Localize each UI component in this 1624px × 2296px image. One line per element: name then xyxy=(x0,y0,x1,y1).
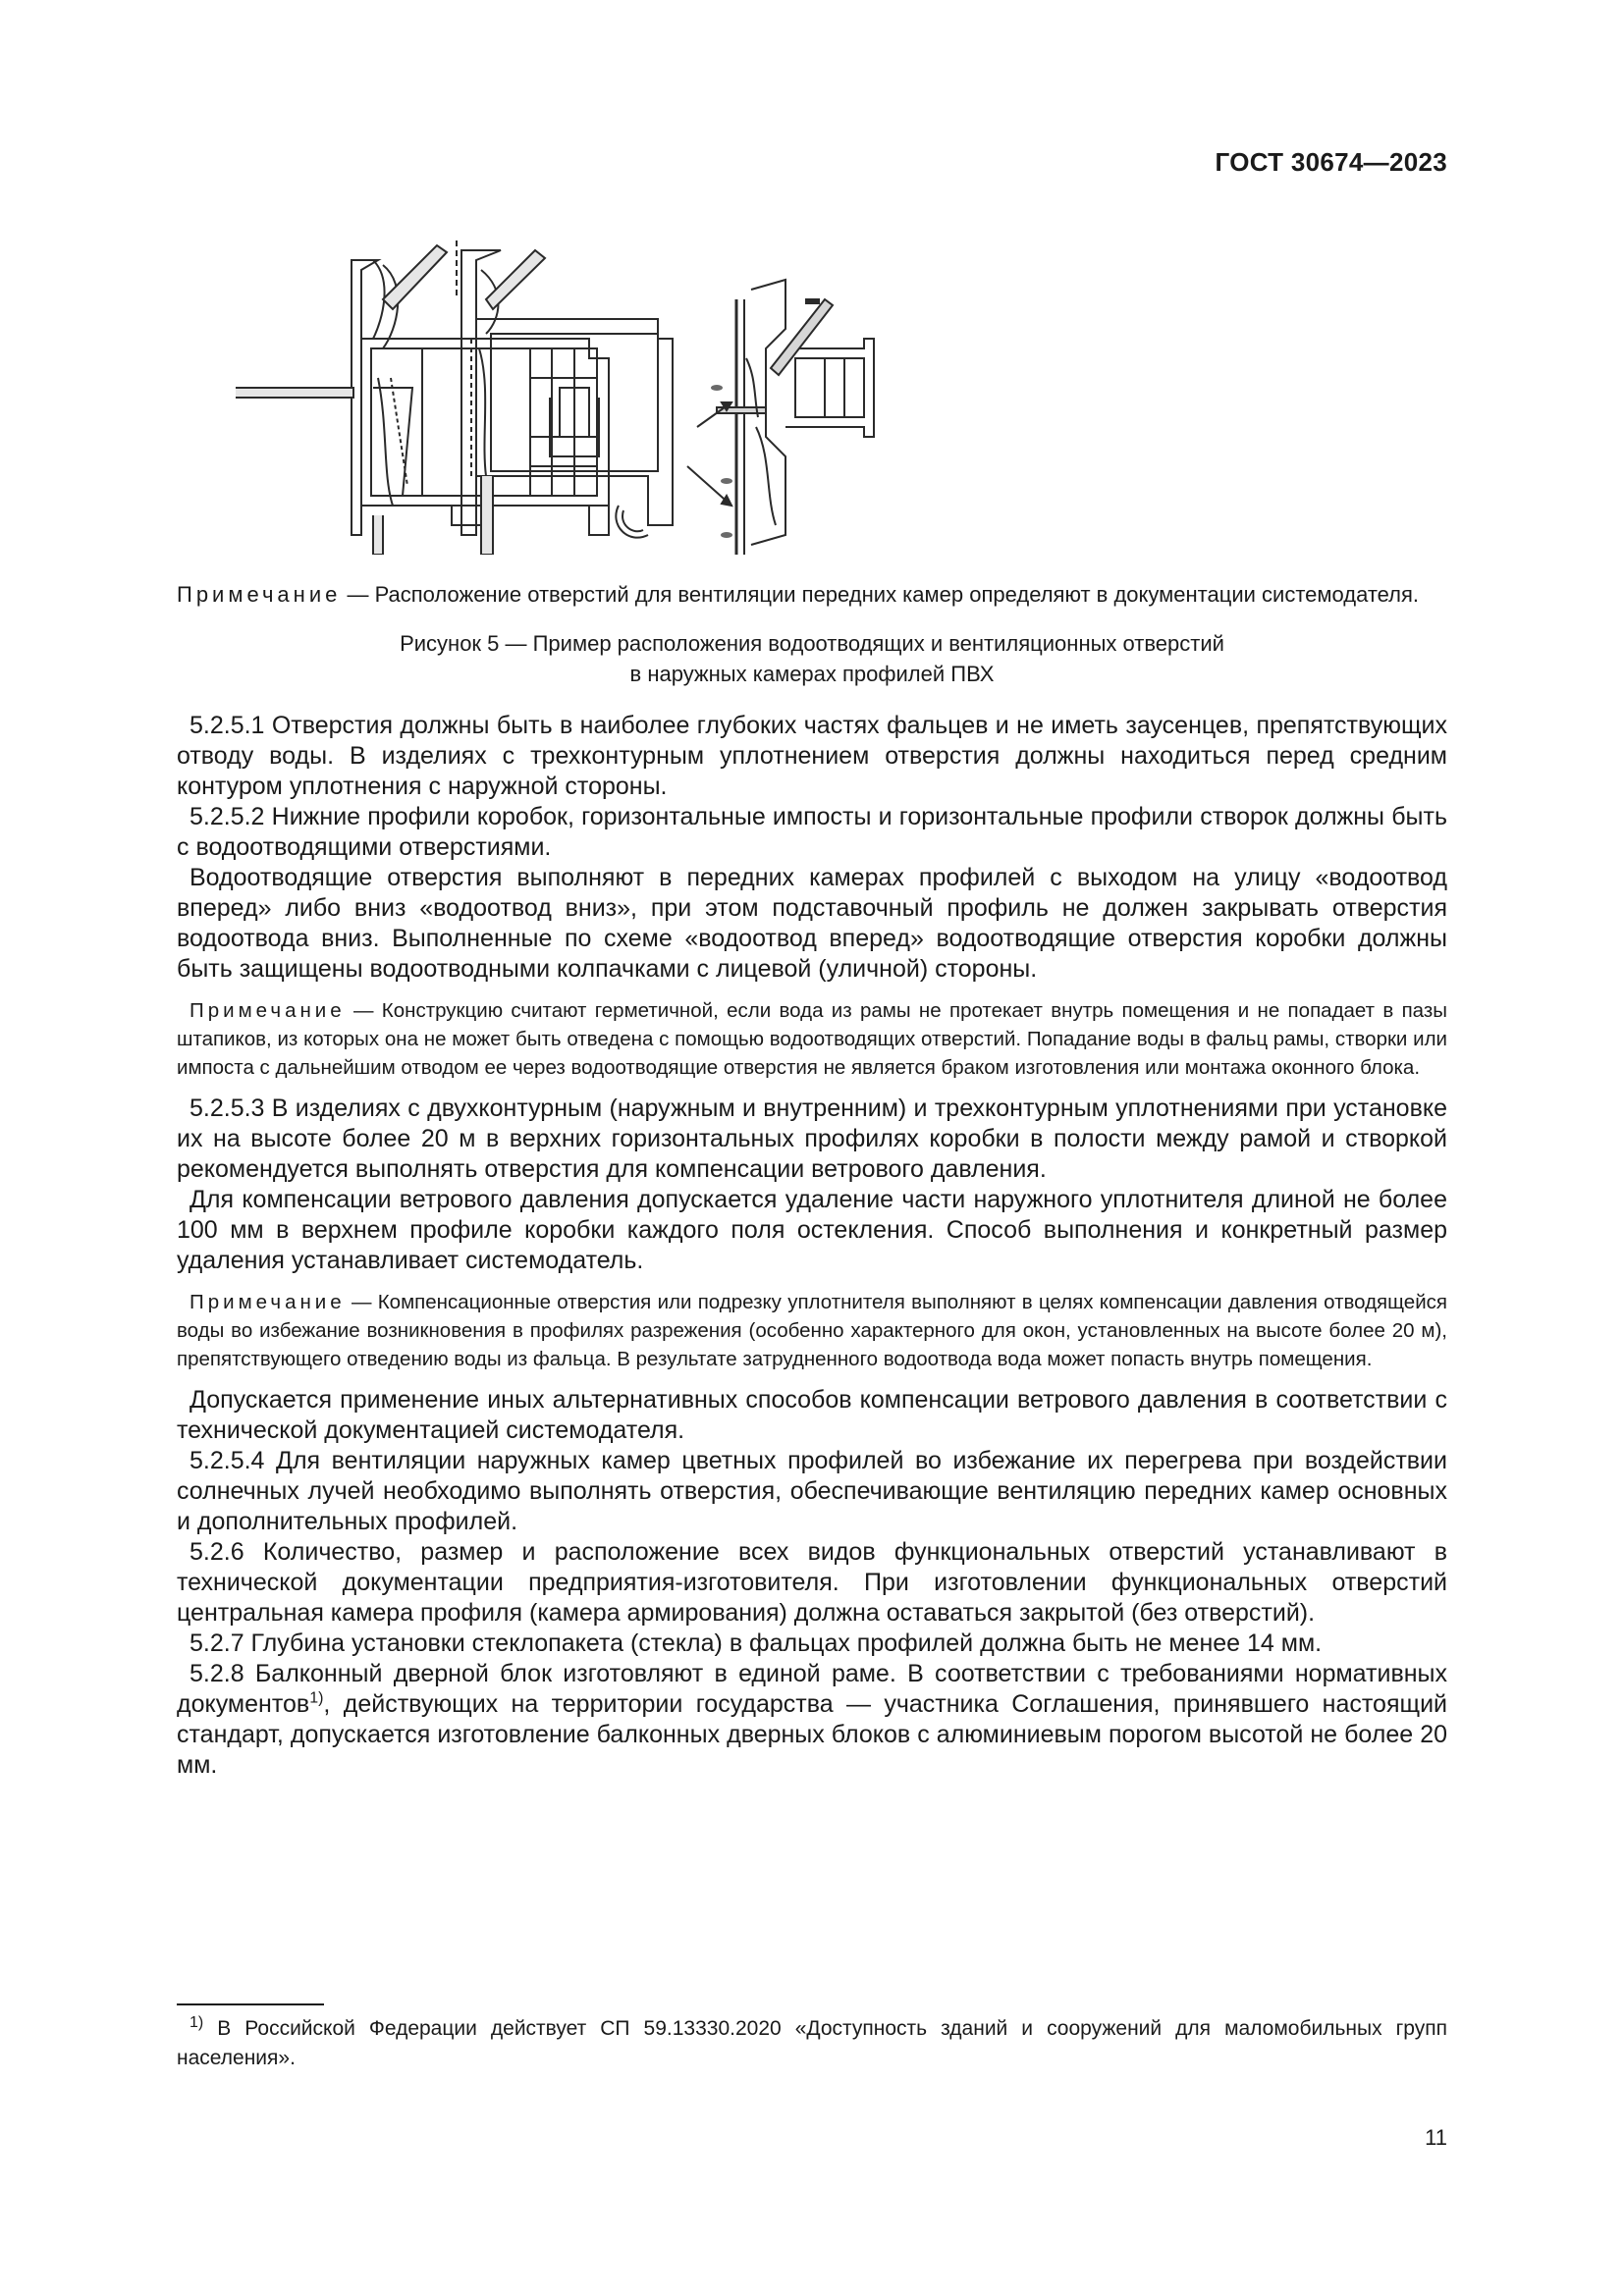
caption-line-1: Рисунок 5 — Пример расположения водоотводящих и вентиляционных отверстий xyxy=(400,631,1224,656)
paragraph-5-2-7: 5.2.7 Глубина установки стеклопакета (стекла) в фальцах профилей должна быть не менее 14 мм. xyxy=(189,1629,1323,1657)
p10-part-a: 5.2.8 Балконный дверной блок изготовляют в единой раме. В соответствии с требованиями нормативных документов xyxy=(177,1660,1447,1718)
note-text: — Конструкцию считают герметичной, если вода из рамы не протекает внутрь помещения и не попадает в пазы штапиков, из которых она не может быть отведена с помощью водоотводящих отверстий. Попадание воды в фальц рамы, створки или импоста с дальнейшим отводом ее через водоотводящие отверстия не является браком изготовления или монтажа оконного блока. xyxy=(177,999,1447,1079)
note-label: Примечание xyxy=(177,582,342,607)
paragraph-drainage: Водоотводящие отверстия выполняют в передних камерах профилей с выходом на улицу «водоотвод вперед» либо вниз «водоотвод вниз», при этом подставочный профиль не должен закрывать отверстия водоотвода вниз. Выполненные по схеме «водоотвод вперед» водоотводящие отверстия коробки должны быть защищены водоотводными колпачками с лицевой (уличной) стороны. xyxy=(177,864,1447,983)
page-number: 11 xyxy=(1425,2125,1447,2150)
paragraph-5-2-8 xyxy=(177,1659,1447,1781)
profile-drawing-1 xyxy=(236,245,609,555)
figure-caption xyxy=(177,628,1447,689)
note-text: — Компенсационные отверстия или подрезку уплотнителя выполняют в целях компенсации давления отводящейся воды во избежание возникновения в профилях разрежения (особенно характерного для окон, установленных на высоте более 20 м), препятствующего отведению воды из фальца. В результате затрудненного водоотвода вода может попасть внутрь помещения. xyxy=(177,1291,1447,1370)
note-label: Примечание xyxy=(189,1291,346,1313)
footnote-marker: 1) xyxy=(189,2014,204,2031)
paragraph-5-2-5-3: 5.2.5.3 В изделиях с двухконтурным (наружным и внутренним) и трехконтурным уплотнениями при установке их на высоте более 20 м в верхних горизонтальных профилях коробки в полости между рамой и створкой рекомендуется выполнять отверстия для компенсации ветрового давления. xyxy=(177,1095,1447,1183)
paragraph-alternatives: Допускается применение иных альтернативных способов компенсации ветрового давления в соответствии с технической документацией системодателя. xyxy=(177,1386,1447,1444)
note-compensation xyxy=(177,1288,1447,1373)
paragraph-wind-pressure: Для компенсации ветрового давления допускается удаление части наружного уплотнителя длиной не более 100 мм в верхнем профиле коробки каждого поля остекления. Способ выполнения и конкретный размер удаления устанавливает системодатель. xyxy=(177,1186,1447,1274)
note-label: Примечание xyxy=(189,999,346,1022)
p10-part-b: , действующих на территории государства — участника Соглашения, принявшего настоящий стандарт, допускается изготовление балконных дверных блоков с алюминиевым порогом высотой не более 20 мм. xyxy=(177,1690,1447,1779)
footnote xyxy=(177,2014,1447,2073)
figure-note xyxy=(177,579,1447,611)
main-text xyxy=(177,579,1447,1781)
profile-drawing-2 xyxy=(457,240,673,555)
paragraph-5-2-5-1: 5.2.5.1 Отверстия должны быть в наиболее глубоких частях фальцев и не иметь заусенцев, препятствующих отводу воды. В изделиях с трехконтурным уплотнением отверстия должны находиться перед средним контуром уплотнения с наружной стороны. xyxy=(177,712,1447,800)
note-text: — Расположение отверстий для вентиляции передних камер определяют в документации системодателя. xyxy=(341,582,1420,607)
footnote-ref: 1) xyxy=(309,1689,324,1707)
profile-drawing-3 xyxy=(687,280,874,555)
paragraph-5-2-5-2: 5.2.5.2 Нижние профили коробок, горизонтальные импосты и горизонтальные профили створок должны быть с водоотводящими отверстиями. xyxy=(177,803,1447,861)
caption-line-2: в наружных камерах профилей ПВХ xyxy=(629,662,995,686)
figure-profiles-drawing xyxy=(236,240,1267,555)
note-hermetic xyxy=(177,996,1447,1082)
paragraph-5-2-6: 5.2.6 Количество, размер и расположение всех видов функциональных отверстий устанавливают в технической документации предприятия-изготовителя. При изготовлении функциональных отверстий центральная камера профиля (камера армирования) должна оставаться закрытой (без отверстий). xyxy=(177,1538,1447,1627)
paragraph-5-2-5-4: 5.2.5.4 Для вентиляции наружных камер цветных профилей во избежание их перегрева при воздействии солнечных лучей необходимо выполнять отверстия, обеспечивающие вентиляцию передних камер основных и дополнительных профилей. xyxy=(177,1447,1447,1535)
standard-code: ГОСТ 30674—2023 xyxy=(1215,147,1447,177)
footnote-divider xyxy=(177,2003,324,2005)
footnote-text: В Российской Федерации действует СП 59.13330.2020 «Доступность зданий и сооружений для маломобильных групп населения». xyxy=(177,2017,1447,2069)
